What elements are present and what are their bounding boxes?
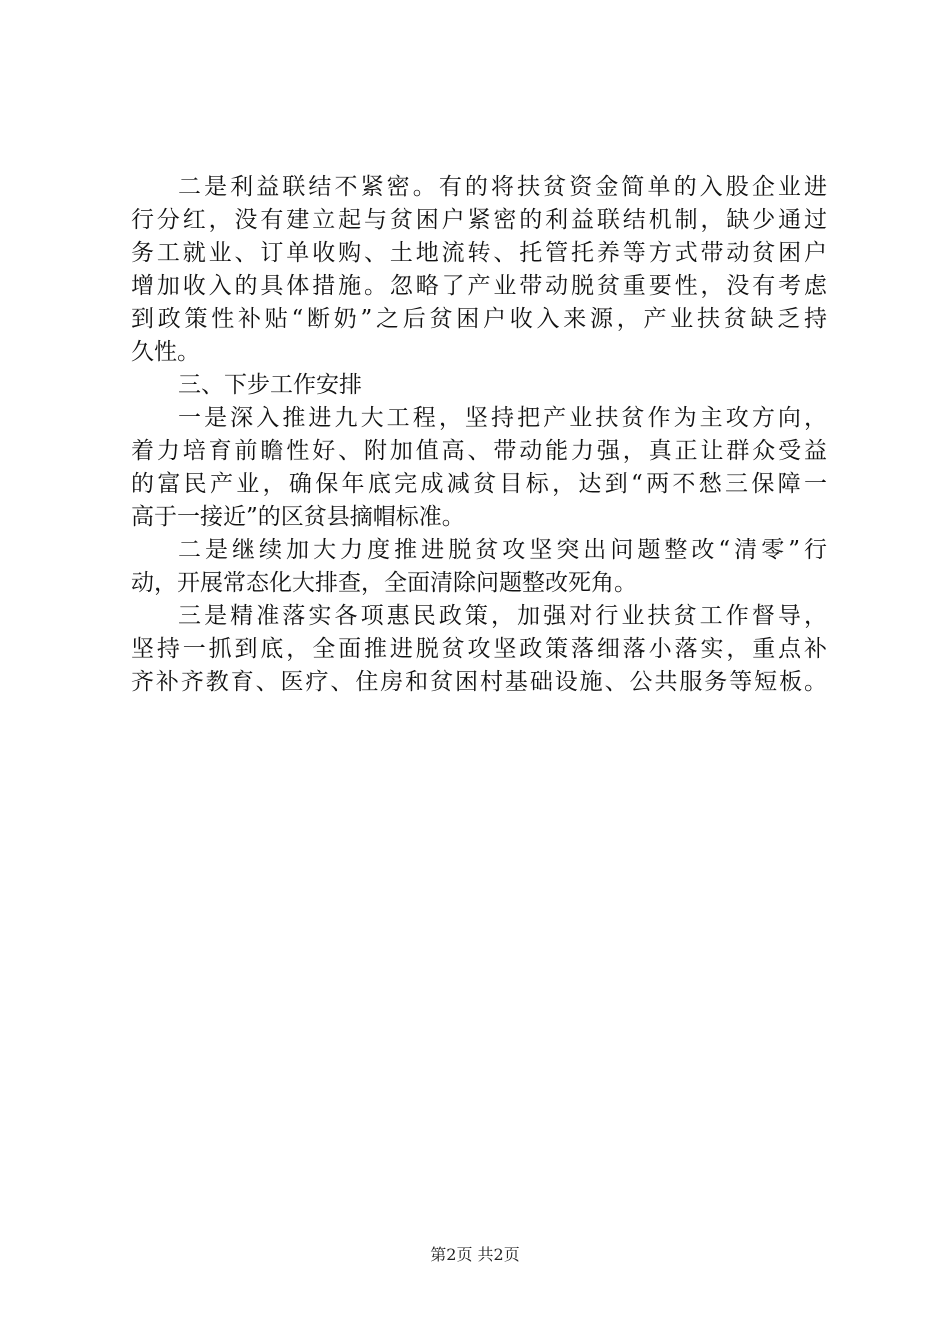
text-line: 齐补齐教育、医疗、住房和贫困村基础设施、公共服务等短板。: [131, 669, 827, 695]
text-line: 二是利益联结不紧密。有的将扶贫资金简单的入股企业进: [178, 174, 827, 200]
text-line: 一是深入推进九大工程，坚持把产业扶贫作为主攻方向，: [178, 405, 827, 431]
document-body: [131, 171, 827, 699]
section-heading: [131, 369, 827, 402]
text-line: 坚持一抓到底，全面推进脱贫攻坚政策落细落小落实，重点补: [131, 636, 827, 662]
paragraph: [131, 171, 827, 369]
text-line: 二是继续加大力度推进脱贫攻坚突出问题整改“清零”行: [178, 537, 827, 563]
text-line: 的富民产业，确保年底完成减贫目标，达到“两不愁三保障一: [131, 471, 827, 497]
paragraph: [131, 534, 827, 600]
text-line: 到政策性补贴“断奶”之后贫困户收入来源，产业扶贫缺乏持: [131, 306, 827, 332]
page-footer: [0, 1244, 950, 1266]
text-line: 三是精准落实各项惠民政策，加强对行业扶贫工作督导，: [178, 603, 827, 629]
paragraph: [131, 600, 827, 699]
text-line: 动，开展常态化大排查，全面清除问题整改死角。: [131, 570, 637, 596]
text-line: 务工就业、订单收购、土地流转、托管托养等方式带动贫困户: [131, 240, 827, 266]
text-line: 着力培育前瞻性好、附加值高、带动能力强，真正让群众受益: [131, 438, 827, 464]
text-line: 行分红，没有建立起与贫困户紧密的利益联结机制，缺少通过: [131, 207, 827, 233]
heading-text: 三、下步工作安排: [178, 372, 362, 398]
text-line: 增加收入的具体措施。忽略了产业带动脱贫重要性，没有考虑: [131, 273, 827, 299]
text-line: 高于一接近”的区贫县摘帽标准。: [131, 504, 465, 530]
text-line: 久性。: [131, 339, 200, 365]
paragraph: [131, 402, 827, 534]
page-number: 第2页 共2页: [430, 1245, 520, 1264]
